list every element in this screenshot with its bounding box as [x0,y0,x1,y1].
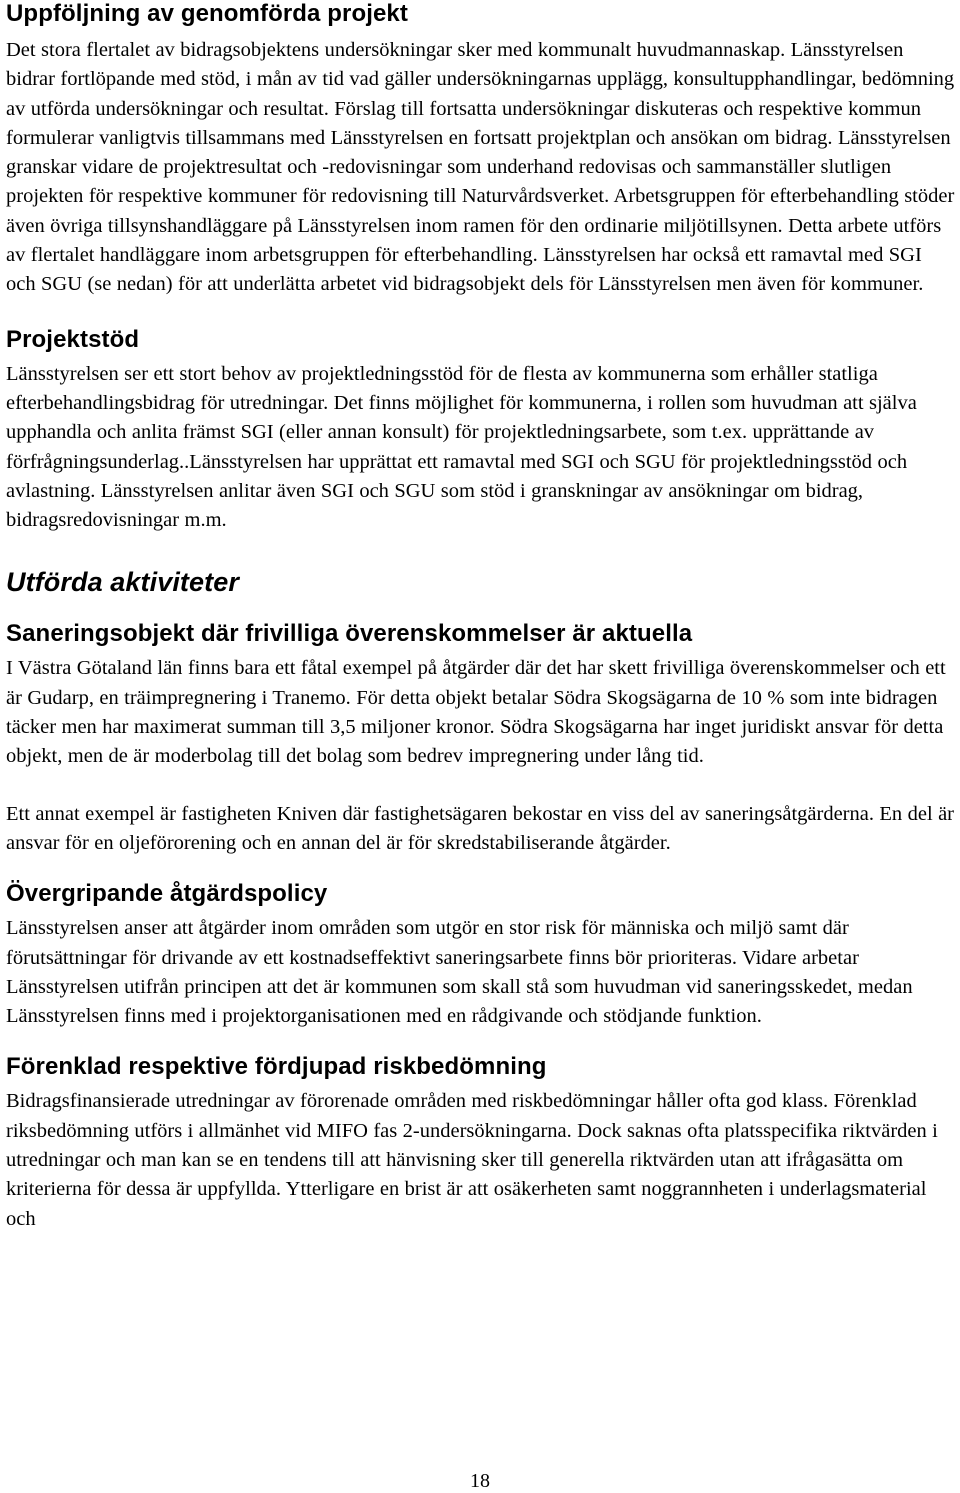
paragraph-atgardspolicy: Länsstyrelsen anser att åtgärder inom områden som utgör en stor risk för människa och miljö samt där förutsättningar för drivande av ett kostnadseffektivt saneringsarbete finns bör prioriteras. Vidare arbetar Länsstyrelsen utifrån principen att det är kommunen som skall stå som huvudman vid saneringsskedet, medan Länsstyrelsen finns med i projektorganisationen med en rådgivande och stödjande funktion. [6,917,913,1028]
heading-utforda-aktiviteter: Utförda aktiviteter [6,567,239,598]
heading-projektstod: Projektstöd [6,325,140,353]
document-page [6,0,956,1234]
page-number: 18 [470,1470,490,1492]
paragraph-projektstod: Länsstyrelsen ser ett stort behov av projektledningsstöd för de flesta av kommunerna som erhåller statliga efterbehandlingsbidrag för utredningar. Det finns möjlighet för kommunerna, i rollen som huvudman att själva upphandla och anlita främst SGI (eller annan konsult) för projektledningsarbete, som t.ex. upprättande av förfrågningsunderlag..Länsstyrelsen har upprättat ett ramavtal med SGI och SGU för projektledningsstöd och avlastning. Länsstyrelsen anlitar även SGI och SGU som stöd i granskningar av ansökningar om bidrag, bidragsredovisningar m.m. [6,362,917,532]
paragraph-saneringsobjekt-1: I Västra Götaland län finns bara ett fåtal exempel på åtgärder där det har skett frivilliga överenskommelser och ett är Gudarp, en träimpregnering i Tranemo. För detta objekt betalar Södra Skogsägarna de 10 % som inte bidragen täcker men har maximerat summan till 3,5 miljoner kronor. Södra Skogsägarna har inget juridiskt ansvar för detta objekt, men de är moderbolag till det bolag som bedrev impregnering under lång tid. [6,657,946,768]
heading-uppfoljning: Uppföljning av genomförda projekt [6,0,408,27]
paragraph-saneringsobjekt-2: Ett annat exempel är fastigheten Kniven där fastighetsägaren bekostar en viss del av saneringsåtgärderna. En del är ansvar för en oljeförorening och en annan del är för skredstabiliserande åtgärder. [6,802,954,854]
paragraph-uppfoljning: Det stora flertalet av bidragsobjektens undersökningar sker med kommunalt huvudmannaskap. Länsstyrelsen bidrar fortlöpande med stöd, i mån av tid vad gäller undersökningarnas upplägg, konsultupphandlingar, bedömning av utförda undersökningar och resultat. Förslag till fortsatta undersökningar diskuteras och respektive kommun formulerar vanligtvis tillsammans med Länsstyrelsen en fortsatt projektplan och ansökan om bidrag. Länsstyrelsen granskar vidare de projektresultat och -redovisningar som underhand redovisas och sammanställer slutligen projekten för respektive kommuner för redovisning till Naturvårdsverket. Arbetsgruppen för efterbehandling stöder även övriga tillsynshandläggare på Länsstyrelsen inom ramen för den ordinarie miljötillsynen. Detta arbete utförs av flertalet handläggare inom arbetsgruppen för efterbehandling. Länsstyrelsen har också ett ramavtal med SGI och SGU (se nedan) för att underlätta arbetet vid bidragsobjekt dels för Länsstyrelsen men även för kommuner. [6,39,955,296]
paragraph-riskbedomning: Bidragsfinansierade utredningar av förorenade områden med riskbedömningar håller ofta god klass. Förenklad riksbedömning utförs i allmänhet vid MIFO fas 2-undersökningarna. Dock saknas ofta platsspecifika riktvärden i utredningar och man kan se en tendens till att hänvisning sker till generella riktvärden utan att ifrågasätta om kriterierna för dessa är uppfyllda. Ytterligare en brist är att osäkerheten samt noggrannheten i underlagsmaterial och [6,1090,938,1230]
heading-atgardspolicy: Övergripande åtgärdspolicy [6,880,328,908]
heading-riskbedomning: Förenklad respektive fördjupad riskbedömning [6,1053,547,1081]
heading-saneringsobjekt: Saneringsobjekt där frivilliga överenskommelser är aktuella [6,620,693,648]
